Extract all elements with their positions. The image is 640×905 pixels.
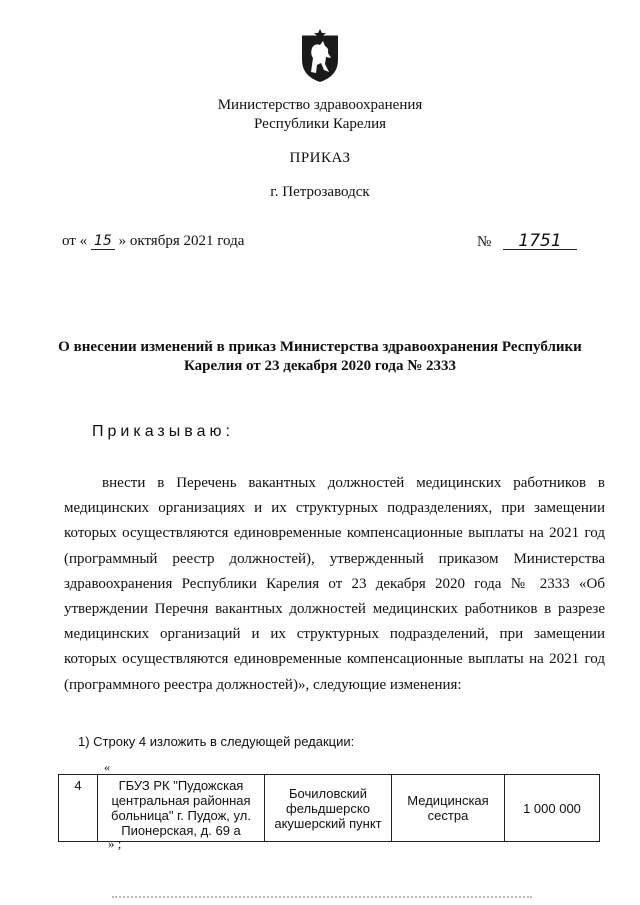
page-cut-edge [112, 896, 532, 898]
date-prefix: от « [62, 233, 88, 249]
cell-unit: Бочиловский фельдшерско акушерский пункт [265, 775, 392, 842]
table-row [59, 775, 600, 842]
date-day-handwritten: 15 [91, 233, 115, 250]
cell-amount: 1 000 000 [505, 775, 600, 842]
quote-close: » ; [108, 836, 122, 851]
order-word: Приказываю: [92, 423, 234, 440]
cell-position: Медицинская сестра [392, 775, 505, 842]
karelia-coat-of-arms-icon [298, 28, 342, 84]
order-body-text: внести в Перечень вакантных должностей медицинских работников в медицинских организациях и их структурных подразделениях, при замещении которых осуществляются единовременные компенсационные выплаты на 2021 год (программный реестр должностей), утвержденный приказом Министерства здравоохранения Республики Карелия от 23 декабря 2020 года № 2333 «Об утверждении Перечня вакантных должностей медицинских работников в разрезе медицинских организаций и их структурных подразделений, при замещении которых осуществляются единовременные компенсационные выплаты на 2021 год (программного реестра должностей)», следующие изменения: [64, 475, 605, 693]
number-value-handwritten: 1751 [503, 233, 577, 250]
heading-line-2: Карелия от 23 декабря 2020 года № 2333 [183, 358, 457, 374]
number-label: № [477, 234, 492, 250]
heading-line-1: О внесении изменений в приказ Министерства здравоохранения Республики [58, 339, 582, 355]
cell-organization: ГБУЗ РК "Пудожская центральная районная больница" г. Пудож, ул. Пионерская, д. 69 а [98, 775, 265, 842]
amendment-table [58, 774, 600, 842]
document-type: ПРИКАЗ [289, 150, 351, 166]
cell-number: 4 [59, 775, 98, 842]
quote-open: « [104, 760, 110, 774]
document-heading [40, 338, 600, 376]
ministry-line-1: Министерство здравоохранения [217, 97, 423, 113]
ministry-line-2: Республики Карелия [253, 116, 387, 132]
order-number [477, 233, 577, 251]
list-item: 1) Строку 4 изложить в следующей редакции: [78, 734, 355, 749]
order-date [62, 233, 244, 250]
date-suffix: » октября 2021 года [118, 233, 245, 249]
city: г. Петрозаводск [270, 184, 370, 200]
ministry-name [0, 96, 640, 134]
